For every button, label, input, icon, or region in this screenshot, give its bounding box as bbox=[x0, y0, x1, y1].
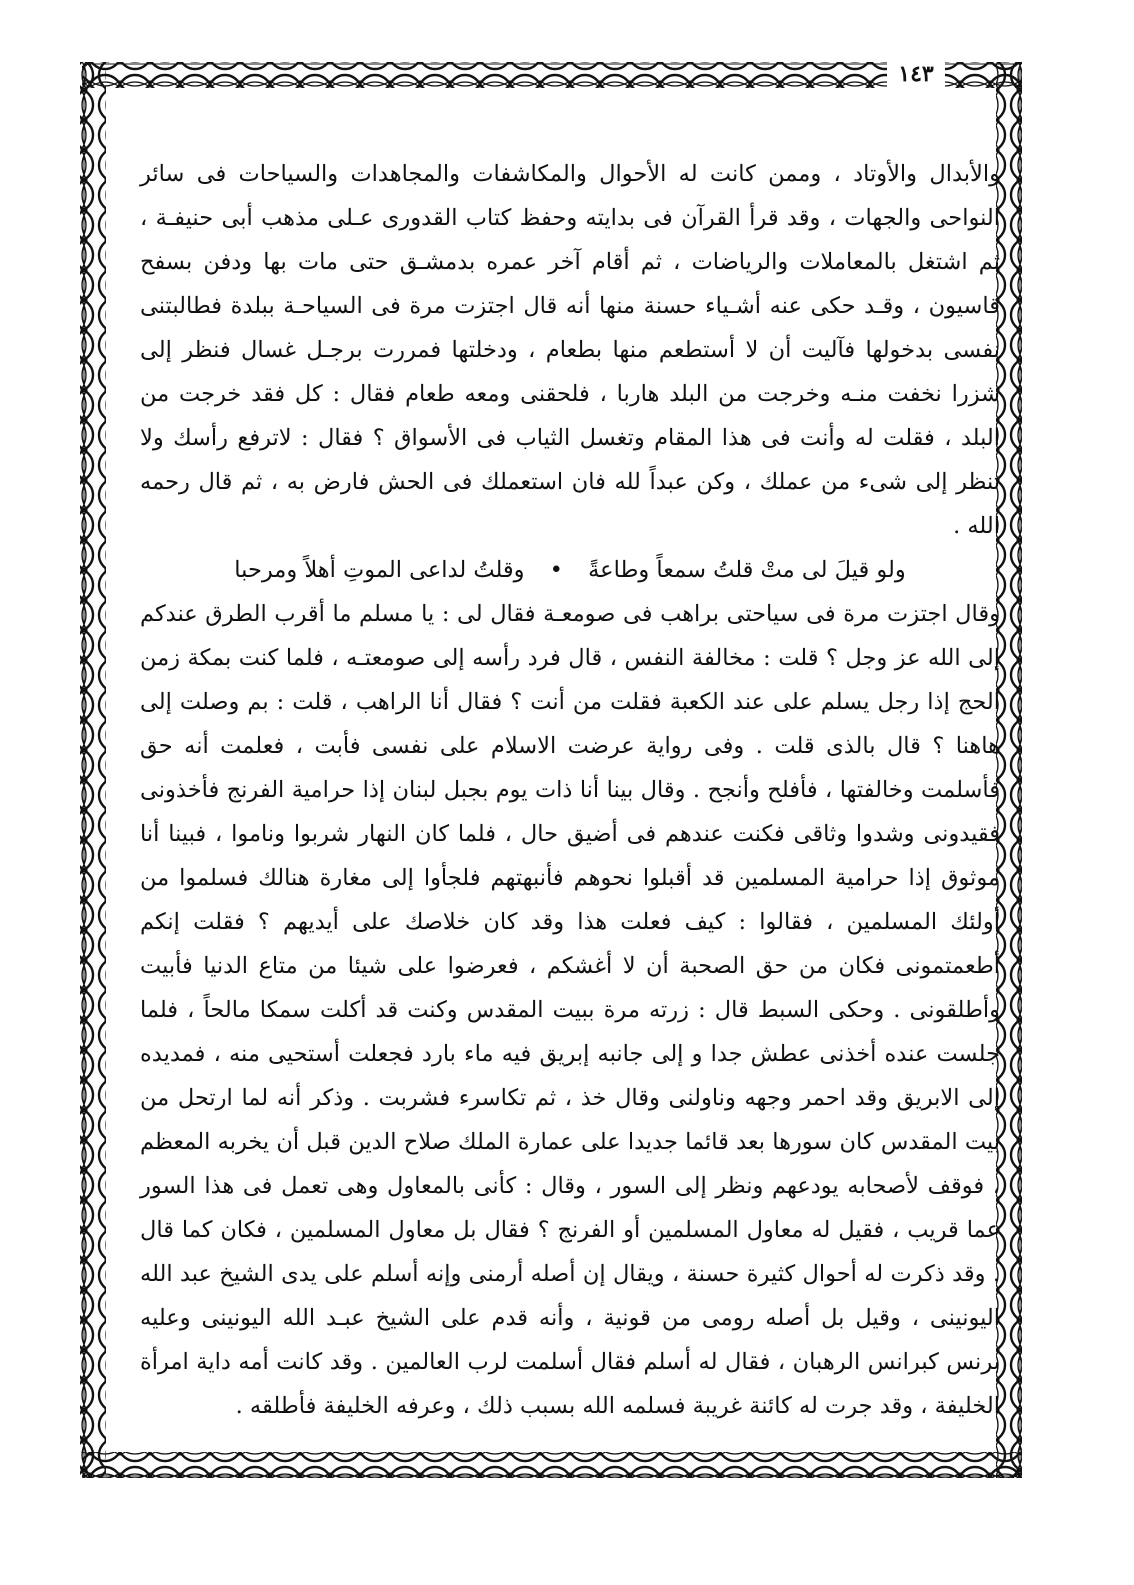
paragraph-2: وقال اجتزت مرة فى سياحتى براهب فى صومعـة فقال لى : يا مسلم ما أقرب الطرق عندكم إلى الله عز وجل ؟ قلت : مخالفة النفس ، قال فرد رأسه إلى صومعتـه ، فلما كنت بمكة زمن الحج إذا رجل يسلم على عند الكعبة فقلت من أنت ؟ فقال أنا الراهب ، قلت : بم وصلت إلى هاهنا ؟ قال بالذى قلت . وفى رواية عرضت الاسلام على نفسى فأبت ، فعلمت أنه حق فأسلمت وخالفتها ، فأفلح وأنجح . وقال بينا أنا ذات يوم بجبل لبنان إذا حرامية الفرنج فأخذونى فقيدونى وشدوا وثاقى فكنت عندهم فى أضيق حال ، فلما كان النهار شربوا وناموا ، فبينا أنا موثوق إذا حرامية المسلمين قد أقبلوا نحوهم فأنبهتهم فلجأوا إلى مغارة هنالك فسلموا من أولئك المسلمين ، فقالوا : كيف فعلت هذا وقد كان خلاصك على أيديهم ؟ فقلت إنكم أطعمتمونى فكان من حق الصحبة أن لا أغشكم ، فعرضوا على شيئا من متاع الدنيا فأبيت وأطلقونى . وحكى السبط قال : زرته مرة ببيت المقدس وكنت قد أكلت سمكا مالحاً ، فلما جلست عنده أخذنى عطش جدا و إلى جانبه إبريق فيه ماء بارد فجعلت أستحيى منه ، فمديده إلى الابريق وقد احمر وجهه وناولنى وقال خذ ، ثم تكاسرء فشربت . وذكر أنه لما ارتحل من بيت المقدس كان سورها بعد قائما جديدا على عمارة الملك صلاح الدين قبل أن يخربه المعظم ، فوقف لأصحابه يودعهم ونظر إلى السور ، وقال : كأنى بالمعاول وهى تعمل فى هذا السور عما قريب ، فقيل له معاول المسلمين أو الفرنج ؟ فقال بل معاول المسلمين ، فكان كما قال . وقد ذكرت له أحوال كثيرة حسنة ، ويقال إن أصله أرمنى وإنه أسلم على يدى الشيخ عبد الله اليونينى ، وقيل بل أصله رومى من قونية ، وأنه قدم على الشيخ عبـد الله اليونينى وعليه برنس كبرانس الرهبان ، فقال له أسلم فقال أسلمت لرب العالمين . وقد كانت أمه داية امرأة الخليفة ، وقد جرت له كائنة غريبة فسلمه الله بسبب ذلك ، وعرفه الخليفة فأطلقه . bbox=[140, 601, 1000, 1419]
paragraph-1: والأبدال والأوتاد ، وممن كانت له الأحوال والمكاشفات والمجاهدات والسياحات فى سائر النواحى والجهات ، وقد قرأ القرآن فى بدايته وحفظ كتاب القدورى عـلى مذهب أبى حنيفـة ، ثم اشتغل بالمعاملات والرياضات ، ثم أقام آخر عمره بدمشـق حتى مات بها ودفن بسفح قاسيون ، وقـد حكى عنه أشـياء حسنة منها أنه قال اجتزت مرة فى السياحـة ببلدة فطالبتنى نفسى بدخولها فآليت أن لا أستطعم منها بطعام ، ودخلتها فمررت برجـل غسال فنظر إلى شزرا نخفت منـه وخرجت من البلد هاربا ، فلحقنى ومعه طعام فقال : كل فقد خرجت من البلد ، فقلت له وأنت فى هذا المقام وتغسل الثياب فى الأسواق ؟ فقال : لاترفع رأسك ولا تنظر إلى شىء من عملك ، وكن عبداً لله فان استعملك فى الحش فارض به ، ثم قال رحمه الله . bbox=[140, 161, 1000, 539]
verse-first-hemistich: ولو قيلَ لى متْ قلتُ سمعاً وطاعةً bbox=[588, 557, 906, 583]
page-number: ١٤٣ bbox=[887, 60, 945, 88]
poetry-verse bbox=[140, 548, 1000, 592]
verse-second-hemistich: وقلتُ لداعى الموتِ أهلاً ومرحبا bbox=[234, 557, 525, 583]
verse-separator: • bbox=[549, 557, 563, 583]
page-body bbox=[140, 152, 1000, 1428]
